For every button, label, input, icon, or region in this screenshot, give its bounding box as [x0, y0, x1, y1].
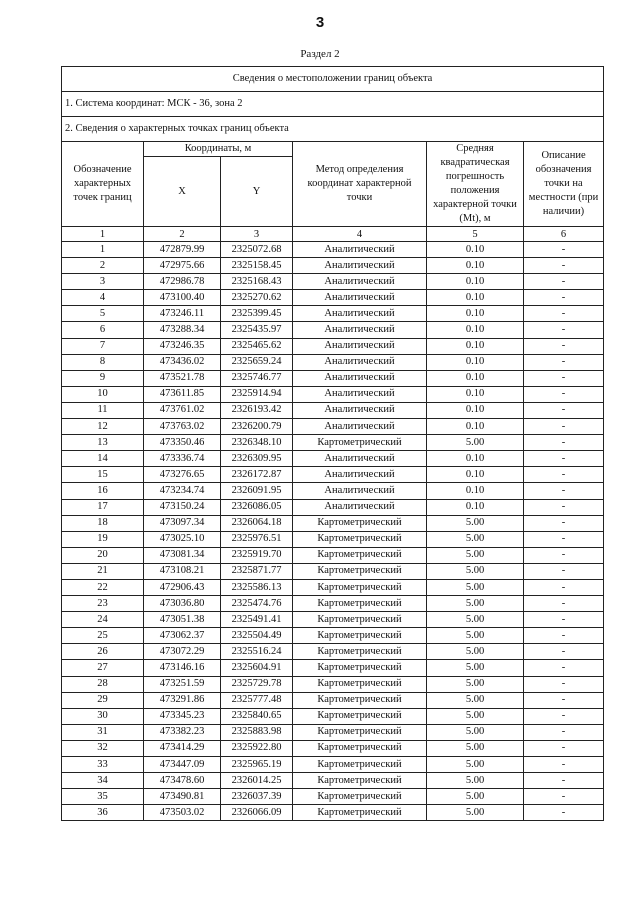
- coord-y-cell: 2325871.77: [221, 563, 293, 579]
- accuracy-cell: 5.00: [427, 579, 524, 595]
- accuracy-cell: 0.10: [427, 386, 524, 402]
- coord-x-cell: 473436.02: [144, 354, 221, 370]
- point-number-cell: 9: [62, 370, 144, 386]
- method-cell: Аналитический: [293, 258, 427, 274]
- section-title: Раздел 2: [300, 48, 340, 60]
- coord-x-cell: 472879.99: [144, 242, 221, 258]
- point-number-cell: 2: [62, 258, 144, 274]
- coord-x-cell: 473108.21: [144, 563, 221, 579]
- point-number-cell: 27: [62, 660, 144, 676]
- description-cell: -: [524, 579, 604, 595]
- accuracy-cell: 0.10: [427, 242, 524, 258]
- method-cell: Картометрический: [293, 515, 427, 531]
- description-cell: -: [524, 740, 604, 756]
- coord-x-cell: 473146.16: [144, 660, 221, 676]
- accuracy-cell: 0.10: [427, 467, 524, 483]
- coord-y-cell: 2325746.77: [221, 370, 293, 386]
- coord-y-cell: 2325976.51: [221, 531, 293, 547]
- method-cell: Картометрический: [293, 692, 427, 708]
- method-cell: Аналитический: [293, 499, 427, 515]
- point-number-cell: 6: [62, 322, 144, 338]
- coord-y-cell: 2325158.45: [221, 258, 293, 274]
- coord-x-cell: 473246.35: [144, 338, 221, 354]
- point-number-cell: 15: [62, 467, 144, 483]
- point-number-cell: 8: [62, 354, 144, 370]
- table-row: [62, 757, 604, 773]
- coord-y-cell: 2326193.42: [221, 402, 293, 418]
- method-cell: Аналитический: [293, 322, 427, 338]
- point-number-cell: 34: [62, 773, 144, 789]
- table-row: [62, 242, 604, 258]
- accuracy-cell: 5.00: [427, 757, 524, 773]
- table-row: [62, 499, 604, 515]
- coord-y-cell: 2325840.65: [221, 708, 293, 724]
- method-cell: Картометрический: [293, 724, 427, 740]
- description-cell: -: [524, 354, 604, 370]
- point-number-cell: 36: [62, 805, 144, 821]
- description-cell: -: [524, 467, 604, 483]
- table-row: [62, 370, 604, 386]
- coord-x-cell: 473025.10: [144, 531, 221, 547]
- description-cell: -: [524, 773, 604, 789]
- coord-x-cell: 473447.09: [144, 757, 221, 773]
- coord-x-cell: 473062.37: [144, 628, 221, 644]
- point-number-cell: 3: [62, 274, 144, 290]
- accuracy-cell: 5.00: [427, 773, 524, 789]
- table-row: [62, 644, 604, 660]
- description-cell: -: [524, 805, 604, 821]
- point-number-cell: 11: [62, 402, 144, 418]
- header-coordinates: Координаты, м: [144, 142, 293, 157]
- table-row: [62, 612, 604, 628]
- method-cell: Картометрический: [293, 757, 427, 773]
- coord-x-cell: 473234.74: [144, 483, 221, 499]
- accuracy-cell: 0.10: [427, 402, 524, 418]
- page-number: 3: [315, 14, 325, 31]
- coord-y-cell: 2326172.87: [221, 467, 293, 483]
- accuracy-cell: 0.10: [427, 483, 524, 499]
- description-cell: -: [524, 419, 604, 435]
- table-row: [62, 773, 604, 789]
- table-row: [62, 467, 604, 483]
- accuracy-cell: 0.10: [427, 499, 524, 515]
- boundary-points-table: [61, 66, 604, 821]
- description-cell: -: [524, 483, 604, 499]
- point-number-cell: 13: [62, 435, 144, 451]
- accuracy-cell: 5.00: [427, 789, 524, 805]
- method-cell: Аналитический: [293, 290, 427, 306]
- column-number: 1: [62, 227, 144, 242]
- table-row: [62, 306, 604, 322]
- accuracy-cell: 5.00: [427, 628, 524, 644]
- description-cell: -: [524, 451, 604, 467]
- coord-x-cell: 473097.34: [144, 515, 221, 531]
- method-cell: Аналитический: [293, 419, 427, 435]
- accuracy-cell: 5.00: [427, 531, 524, 547]
- column-number: 6: [524, 227, 604, 242]
- coord-y-cell: 2325883.98: [221, 724, 293, 740]
- description-cell: -: [524, 370, 604, 386]
- header-y: Y: [221, 157, 293, 227]
- accuracy-cell: 5.00: [427, 708, 524, 724]
- table-row: [62, 692, 604, 708]
- accuracy-cell: 0.10: [427, 290, 524, 306]
- description-cell: -: [524, 757, 604, 773]
- coord-y-cell: 2325965.19: [221, 757, 293, 773]
- description-cell: -: [524, 789, 604, 805]
- accuracy-cell: 5.00: [427, 805, 524, 821]
- point-number-cell: 17: [62, 499, 144, 515]
- accuracy-cell: 0.10: [427, 274, 524, 290]
- accuracy-cell: 5.00: [427, 660, 524, 676]
- description-cell: -: [524, 612, 604, 628]
- coord-y-cell: 2326309.95: [221, 451, 293, 467]
- accuracy-cell: 5.00: [427, 724, 524, 740]
- point-number-cell: 32: [62, 740, 144, 756]
- accuracy-cell: 0.10: [427, 306, 524, 322]
- method-cell: Аналитический: [293, 354, 427, 370]
- point-number-cell: 24: [62, 612, 144, 628]
- coord-x-cell: 473081.34: [144, 547, 221, 563]
- method-cell: Аналитический: [293, 386, 427, 402]
- point-number-cell: 16: [62, 483, 144, 499]
- method-cell: Аналитический: [293, 467, 427, 483]
- method-cell: Картометрический: [293, 644, 427, 660]
- table-row: [62, 483, 604, 499]
- point-number-cell: 20: [62, 547, 144, 563]
- coord-x-cell: 473503.02: [144, 805, 221, 821]
- coord-y-cell: 2325168.43: [221, 274, 293, 290]
- method-cell: Картометрический: [293, 435, 427, 451]
- accuracy-cell: 0.10: [427, 370, 524, 386]
- accuracy-cell: 5.00: [427, 644, 524, 660]
- column-numbers-row: [62, 227, 604, 242]
- method-cell: Аналитический: [293, 242, 427, 258]
- table-row: [62, 451, 604, 467]
- description-cell: -: [524, 290, 604, 306]
- description-cell: -: [524, 660, 604, 676]
- column-number: 4: [293, 227, 427, 242]
- method-cell: Картометрический: [293, 596, 427, 612]
- accuracy-cell: 0.10: [427, 258, 524, 274]
- point-number-cell: 23: [62, 596, 144, 612]
- method-cell: Аналитический: [293, 451, 427, 467]
- description-cell: -: [524, 402, 604, 418]
- table-row: [62, 805, 604, 821]
- point-number-cell: 7: [62, 338, 144, 354]
- coord-y-cell: 2325072.68: [221, 242, 293, 258]
- method-cell: Картометрический: [293, 708, 427, 724]
- coord-x-cell: 473336.74: [144, 451, 221, 467]
- description-cell: -: [524, 708, 604, 724]
- table-row: [62, 386, 604, 402]
- description-cell: -: [524, 242, 604, 258]
- coord-x-cell: 473414.29: [144, 740, 221, 756]
- description-cell: -: [524, 692, 604, 708]
- coord-x-cell: 473276.65: [144, 467, 221, 483]
- table-row: [62, 274, 604, 290]
- accuracy-cell: 5.00: [427, 612, 524, 628]
- coord-y-cell: 2326037.39: [221, 789, 293, 805]
- coord-x-cell: 473611.85: [144, 386, 221, 402]
- header-point-designation: Обозначение характерных точек границ: [62, 142, 144, 227]
- coord-y-cell: 2326014.25: [221, 773, 293, 789]
- coord-x-cell: 472986.78: [144, 274, 221, 290]
- description-cell: -: [524, 563, 604, 579]
- method-cell: Аналитический: [293, 370, 427, 386]
- coord-x-cell: 473150.24: [144, 499, 221, 515]
- description-cell: -: [524, 628, 604, 644]
- point-number-cell: 18: [62, 515, 144, 531]
- table-row: [62, 547, 604, 563]
- table-row: [62, 515, 604, 531]
- table-row: [62, 419, 604, 435]
- accuracy-cell: 5.00: [427, 692, 524, 708]
- point-number-cell: 10: [62, 386, 144, 402]
- method-cell: Картометрический: [293, 579, 427, 595]
- table-row: [62, 660, 604, 676]
- accuracy-cell: 5.00: [427, 596, 524, 612]
- coord-x-cell: 473345.23: [144, 708, 221, 724]
- point-number-cell: 26: [62, 644, 144, 660]
- coord-x-cell: 473291.86: [144, 692, 221, 708]
- method-cell: Картометрический: [293, 740, 427, 756]
- points-section-title: 2. Сведения о характерных точках границ объекта: [62, 117, 604, 142]
- point-number-cell: 5: [62, 306, 144, 322]
- description-cell: -: [524, 306, 604, 322]
- method-cell: Картометрический: [293, 628, 427, 644]
- accuracy-cell: 0.10: [427, 419, 524, 435]
- description-cell: -: [524, 531, 604, 547]
- description-cell: -: [524, 676, 604, 692]
- description-cell: -: [524, 644, 604, 660]
- point-number-cell: 25: [62, 628, 144, 644]
- point-number-cell: 14: [62, 451, 144, 467]
- method-cell: Аналитический: [293, 483, 427, 499]
- point-number-cell: 28: [62, 676, 144, 692]
- coord-y-cell: 2326066.09: [221, 805, 293, 821]
- coord-y-cell: 2326091.95: [221, 483, 293, 499]
- point-number-cell: 4: [62, 290, 144, 306]
- coord-y-cell: 2325491.41: [221, 612, 293, 628]
- description-cell: -: [524, 386, 604, 402]
- coord-y-cell: 2325270.62: [221, 290, 293, 306]
- header-x: X: [144, 157, 221, 227]
- description-cell: -: [524, 338, 604, 354]
- description-cell: -: [524, 596, 604, 612]
- coord-x-cell: 473072.29: [144, 644, 221, 660]
- description-cell: -: [524, 274, 604, 290]
- accuracy-cell: 5.00: [427, 435, 524, 451]
- coord-x-cell: 473288.34: [144, 322, 221, 338]
- coord-y-cell: 2325435.97: [221, 322, 293, 338]
- coord-y-cell: 2325399.45: [221, 306, 293, 322]
- coord-x-cell: 473490.81: [144, 789, 221, 805]
- method-cell: Картометрический: [293, 773, 427, 789]
- coord-y-cell: 2325474.76: [221, 596, 293, 612]
- point-number-cell: 12: [62, 419, 144, 435]
- point-number-cell: 21: [62, 563, 144, 579]
- table-title: Сведения о местоположении границ объекта: [62, 67, 604, 92]
- accuracy-cell: 5.00: [427, 740, 524, 756]
- table-row: [62, 354, 604, 370]
- coord-x-cell: 473763.02: [144, 419, 221, 435]
- coord-x-cell: 473350.46: [144, 435, 221, 451]
- table-row: [62, 789, 604, 805]
- coord-y-cell: 2326086.05: [221, 499, 293, 515]
- description-cell: -: [524, 435, 604, 451]
- coord-x-cell: 472975.66: [144, 258, 221, 274]
- coord-y-cell: 2325465.62: [221, 338, 293, 354]
- accuracy-cell: 5.00: [427, 515, 524, 531]
- column-number: 3: [221, 227, 293, 242]
- coord-x-cell: 473478.60: [144, 773, 221, 789]
- method-cell: Аналитический: [293, 306, 427, 322]
- table-row: [62, 402, 604, 418]
- method-cell: Картометрический: [293, 612, 427, 628]
- point-number-cell: 30: [62, 708, 144, 724]
- table-row: [62, 740, 604, 756]
- table-row: [62, 531, 604, 547]
- point-number-cell: 1: [62, 242, 144, 258]
- coord-x-cell: 473761.02: [144, 402, 221, 418]
- table-row: [62, 290, 604, 306]
- table-row: [62, 724, 604, 740]
- coord-x-cell: 473036.80: [144, 596, 221, 612]
- point-number-cell: 19: [62, 531, 144, 547]
- method-cell: Аналитический: [293, 402, 427, 418]
- table-row: [62, 258, 604, 274]
- coord-y-cell: 2326348.10: [221, 435, 293, 451]
- method-cell: Картометрический: [293, 531, 427, 547]
- method-cell: Аналитический: [293, 274, 427, 290]
- accuracy-cell: 0.10: [427, 322, 524, 338]
- coord-y-cell: 2325504.49: [221, 628, 293, 644]
- point-number-cell: 35: [62, 789, 144, 805]
- description-cell: -: [524, 499, 604, 515]
- point-number-cell: 22: [62, 579, 144, 595]
- header-method: Метод определения координат характерной точки: [293, 142, 427, 227]
- table-row: [62, 322, 604, 338]
- point-number-cell: 29: [62, 692, 144, 708]
- coordinate-system: 1. Система координат: МСК - 36, зона 2: [62, 92, 604, 117]
- header-description: Описание обозначения точки на местности (при наличии): [524, 142, 604, 227]
- coord-x-cell: 473246.11: [144, 306, 221, 322]
- coord-y-cell: 2325729.78: [221, 676, 293, 692]
- coord-y-cell: 2325516.24: [221, 644, 293, 660]
- accuracy-cell: 5.00: [427, 563, 524, 579]
- table-row: [62, 563, 604, 579]
- table-row: [62, 708, 604, 724]
- coord-x-cell: 473251.59: [144, 676, 221, 692]
- table-row: [62, 579, 604, 595]
- description-cell: -: [524, 547, 604, 563]
- method-cell: Картометрический: [293, 805, 427, 821]
- coord-y-cell: 2325914.94: [221, 386, 293, 402]
- table-row: [62, 676, 604, 692]
- description-cell: -: [524, 258, 604, 274]
- header-accuracy: Средняя квадратическая погрешность положения характерной точки (Mt), м: [427, 142, 524, 227]
- coord-x-cell: 473382.23: [144, 724, 221, 740]
- coord-x-cell: 473100.40: [144, 290, 221, 306]
- description-cell: -: [524, 322, 604, 338]
- accuracy-cell: 0.10: [427, 451, 524, 467]
- table-row: [62, 596, 604, 612]
- coord-y-cell: 2325604.91: [221, 660, 293, 676]
- method-cell: Аналитический: [293, 338, 427, 354]
- table-body: [62, 242, 604, 821]
- table-row: [62, 628, 604, 644]
- coord-x-cell: 473521.78: [144, 370, 221, 386]
- coord-y-cell: 2326064.18: [221, 515, 293, 531]
- coord-y-cell: 2326200.79: [221, 419, 293, 435]
- description-cell: -: [524, 515, 604, 531]
- accuracy-cell: 0.10: [427, 338, 524, 354]
- coord-x-cell: 473051.38: [144, 612, 221, 628]
- method-cell: Картометрический: [293, 789, 427, 805]
- coord-y-cell: 2325919.70: [221, 547, 293, 563]
- method-cell: Картометрический: [293, 676, 427, 692]
- method-cell: Картометрический: [293, 563, 427, 579]
- coord-y-cell: 2325777.48: [221, 692, 293, 708]
- table-row: [62, 435, 604, 451]
- accuracy-cell: 5.00: [427, 547, 524, 563]
- coord-y-cell: 2325659.24: [221, 354, 293, 370]
- coord-y-cell: 2325586.13: [221, 579, 293, 595]
- accuracy-cell: 5.00: [427, 676, 524, 692]
- point-number-cell: 31: [62, 724, 144, 740]
- accuracy-cell: 0.10: [427, 354, 524, 370]
- coord-x-cell: 472906.43: [144, 579, 221, 595]
- method-cell: Картометрический: [293, 660, 427, 676]
- description-cell: -: [524, 724, 604, 740]
- method-cell: Картометрический: [293, 547, 427, 563]
- coord-y-cell: 2325922.80: [221, 740, 293, 756]
- table-row: [62, 338, 604, 354]
- column-number: 2: [144, 227, 221, 242]
- column-number: 5: [427, 227, 524, 242]
- point-number-cell: 33: [62, 757, 144, 773]
